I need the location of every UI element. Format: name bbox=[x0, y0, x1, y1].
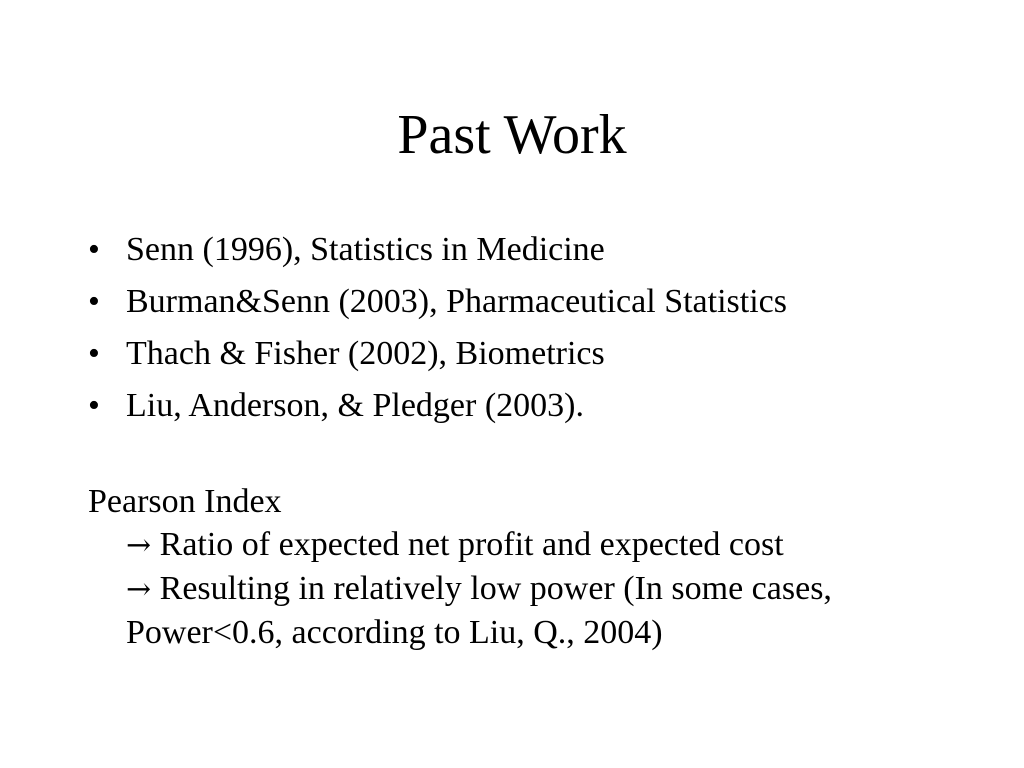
list-item bbox=[88, 328, 787, 380]
pearson-index-heading: Pearson Index bbox=[88, 483, 282, 520]
pearson-point bbox=[88, 523, 948, 567]
right-arrow-icon: → bbox=[126, 528, 152, 563]
pearson-point-text: Resulting in relatively low power (In some cases, Power<0.6, according to Liu, Q., 2004) bbox=[126, 570, 832, 651]
list-item-text: Thach & Fisher (2002), Biometrics bbox=[126, 335, 605, 372]
pearson-point-text: Ratio of expected net profit and expected cost bbox=[151, 526, 784, 563]
bullet-list bbox=[88, 224, 787, 432]
list-item bbox=[88, 380, 787, 432]
list-item bbox=[88, 276, 787, 328]
pearson-point bbox=[88, 567, 948, 654]
right-arrow-icon: → bbox=[126, 572, 152, 607]
list-item-text: Burman&Senn (2003), Pharmaceutical Statistics bbox=[126, 283, 787, 320]
pearson-index-section bbox=[88, 480, 948, 654]
bullet-icon: • bbox=[88, 335, 100, 372]
list-item bbox=[88, 224, 787, 276]
bullet-icon: • bbox=[88, 283, 100, 320]
list-item-text: Liu, Anderson, & Pledger (2003). bbox=[126, 387, 584, 424]
slide-title: Past Work bbox=[397, 104, 627, 166]
list-item-text: Senn (1996), Statistics in Medicine bbox=[126, 231, 605, 268]
bullet-icon: • bbox=[88, 231, 100, 268]
bullet-icon: • bbox=[88, 387, 100, 424]
